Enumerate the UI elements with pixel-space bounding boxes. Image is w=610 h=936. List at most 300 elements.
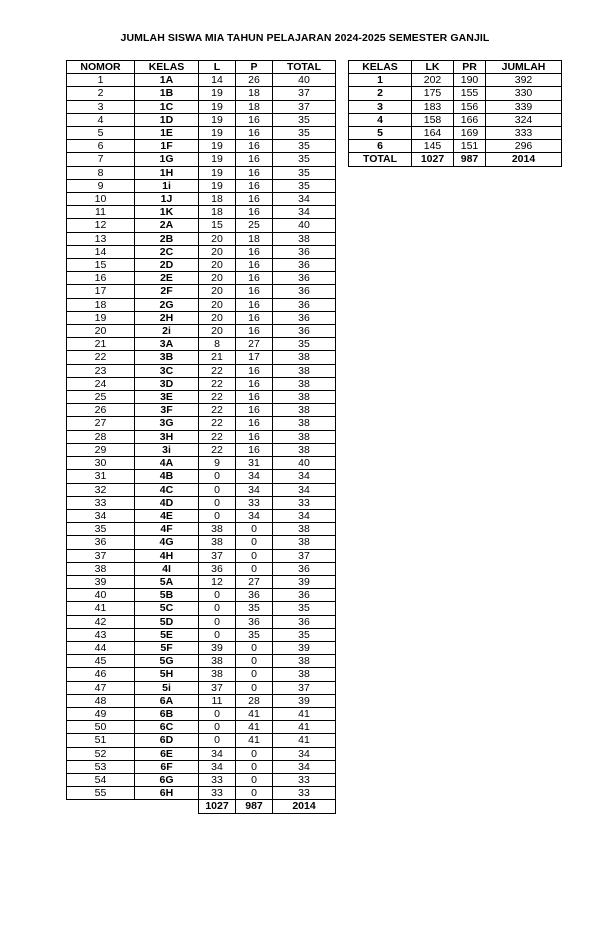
cell-total: 34: [273, 206, 336, 219]
table-row: [67, 391, 336, 404]
cell-kelas: 3i: [135, 443, 199, 456]
cell-nomor: 55: [67, 787, 135, 800]
cell-l: 22: [199, 364, 236, 377]
cell-p: 0: [236, 523, 273, 536]
summary-cell-lk: 158: [412, 113, 454, 126]
cell-total: 38: [273, 364, 336, 377]
cell-total: 38: [273, 404, 336, 417]
cell-nomor: 1: [67, 74, 135, 87]
cell-total: 38: [273, 351, 336, 364]
cell-l: 20: [199, 311, 236, 324]
table-row: [67, 496, 336, 509]
summary-cell-kelas: 6: [349, 140, 412, 153]
totals-row: [67, 800, 336, 813]
table-row: [67, 259, 336, 272]
cell-kelas: 4G: [135, 536, 199, 549]
cell-p: 16: [236, 113, 273, 126]
cell-nomor: 38: [67, 562, 135, 575]
table-row: [67, 100, 336, 113]
summary-row: [349, 140, 562, 153]
table-row: [67, 87, 336, 100]
table-row: [67, 219, 336, 232]
cell-p: 0: [236, 562, 273, 575]
cell-l: 22: [199, 417, 236, 430]
cell-p: 16: [236, 285, 273, 298]
totals-spacer: [67, 800, 135, 813]
cell-total: 34: [273, 509, 336, 522]
cell-nomor: 53: [67, 760, 135, 773]
table-row: [67, 707, 336, 720]
table-row: [67, 694, 336, 707]
cell-total: 36: [273, 245, 336, 258]
summary-header-lk: LK: [412, 61, 454, 74]
cell-nomor: 48: [67, 694, 135, 707]
cell-total: 41: [273, 707, 336, 720]
summary-total-label: TOTAL: [349, 153, 412, 166]
cell-l: 20: [199, 259, 236, 272]
cell-total: 40: [273, 219, 336, 232]
cell-l: 11: [199, 694, 236, 707]
cell-p: 36: [236, 615, 273, 628]
cell-kelas: 3D: [135, 377, 199, 390]
cell-nomor: 31: [67, 470, 135, 483]
table-row: [67, 377, 336, 390]
cell-total: 36: [273, 311, 336, 324]
cell-p: 35: [236, 628, 273, 641]
cell-nomor: 50: [67, 721, 135, 734]
table-row: [67, 655, 336, 668]
cell-nomor: 6: [67, 140, 135, 153]
table-row: [67, 179, 336, 192]
cell-nomor: 9: [67, 179, 135, 192]
cell-p: 31: [236, 457, 273, 470]
table-row: [67, 166, 336, 179]
cell-p: 34: [236, 470, 273, 483]
cell-l: 21: [199, 351, 236, 364]
cell-nomor: 49: [67, 707, 135, 720]
cell-kelas: 2C: [135, 245, 199, 258]
cell-kelas: 4B: [135, 470, 199, 483]
cell-kelas: 1E: [135, 127, 199, 140]
cell-kelas: 5E: [135, 628, 199, 641]
cell-total: 41: [273, 734, 336, 747]
summary-cell-lk: 202: [412, 74, 454, 87]
cell-nomor: 20: [67, 325, 135, 338]
cell-p: 18: [236, 100, 273, 113]
cell-total: 36: [273, 259, 336, 272]
summary-cell-pr: 156: [454, 100, 486, 113]
cell-total: 35: [273, 166, 336, 179]
table-row: [67, 430, 336, 443]
header-total: TOTAL: [273, 61, 336, 74]
cell-p: 16: [236, 140, 273, 153]
table-row: [67, 721, 336, 734]
cell-total: 37: [273, 100, 336, 113]
table-row: [67, 562, 336, 575]
cell-p: 0: [236, 773, 273, 786]
cell-total: 35: [273, 140, 336, 153]
cell-p: 16: [236, 259, 273, 272]
cell-nomor: 25: [67, 391, 135, 404]
summary-cell-kelas: 5: [349, 127, 412, 140]
table-row: [67, 773, 336, 786]
table-row: [67, 536, 336, 549]
class-enrollment-table: [66, 60, 336, 814]
cell-kelas: 1D: [135, 113, 199, 126]
summary-total-row: [349, 153, 562, 166]
cell-l: 22: [199, 391, 236, 404]
cell-l: 19: [199, 100, 236, 113]
cell-nomor: 47: [67, 681, 135, 694]
summary-row: [349, 127, 562, 140]
cell-kelas: 5C: [135, 602, 199, 615]
cell-kelas: 3G: [135, 417, 199, 430]
cell-nomor: 2: [67, 87, 135, 100]
cell-l: 0: [199, 721, 236, 734]
cell-nomor: 10: [67, 193, 135, 206]
table-row: [67, 575, 336, 588]
cell-kelas: 1H: [135, 166, 199, 179]
cell-kelas: 5H: [135, 668, 199, 681]
table-row: [67, 245, 336, 258]
cell-kelas: 1C: [135, 100, 199, 113]
cell-kelas: 4F: [135, 523, 199, 536]
cell-nomor: 28: [67, 430, 135, 443]
cell-nomor: 44: [67, 641, 135, 654]
cell-total: 40: [273, 457, 336, 470]
cell-p: 16: [236, 404, 273, 417]
summary-total-lk: 1027: [412, 153, 454, 166]
cell-nomor: 29: [67, 443, 135, 456]
cell-nomor: 42: [67, 615, 135, 628]
cell-p: 41: [236, 734, 273, 747]
cell-p: 16: [236, 127, 273, 140]
cell-total: 39: [273, 694, 336, 707]
grade-summary-table: [348, 60, 562, 167]
table-row: [67, 734, 336, 747]
table-row: [67, 311, 336, 324]
cell-kelas: 2H: [135, 311, 199, 324]
cell-total: 33: [273, 773, 336, 786]
table-header-row: [67, 61, 336, 74]
cell-nomor: 7: [67, 153, 135, 166]
summary-header-kelas: KELAS: [349, 61, 412, 74]
cell-total: 37: [273, 549, 336, 562]
cell-nomor: 16: [67, 272, 135, 285]
cell-total: 38: [273, 232, 336, 245]
cell-kelas: 2i: [135, 325, 199, 338]
cell-l: 37: [199, 549, 236, 562]
cell-kelas: 1A: [135, 74, 199, 87]
cell-l: 0: [199, 628, 236, 641]
cell-nomor: 45: [67, 655, 135, 668]
cell-l: 37: [199, 681, 236, 694]
cell-p: 0: [236, 655, 273, 668]
summary-total-jumlah: 2014: [486, 153, 562, 166]
cell-kelas: 5D: [135, 615, 199, 628]
summary-cell-lk: 183: [412, 100, 454, 113]
cell-p: 16: [236, 179, 273, 192]
summary-row: [349, 87, 562, 100]
table-row: [67, 338, 336, 351]
table-row: [67, 193, 336, 206]
cell-l: 19: [199, 113, 236, 126]
cell-nomor: 8: [67, 166, 135, 179]
cell-kelas: 6H: [135, 787, 199, 800]
cell-kelas: 1B: [135, 87, 199, 100]
table-row: [67, 668, 336, 681]
cell-p: 36: [236, 589, 273, 602]
cell-kelas: 1G: [135, 153, 199, 166]
cell-kelas: 4E: [135, 509, 199, 522]
table-row: [67, 127, 336, 140]
cell-l: 22: [199, 377, 236, 390]
summary-cell-lk: 145: [412, 140, 454, 153]
cell-l: 19: [199, 127, 236, 140]
cell-p: 16: [236, 377, 273, 390]
cell-nomor: 33: [67, 496, 135, 509]
cell-nomor: 11: [67, 206, 135, 219]
summary-cell-kelas: 3: [349, 100, 412, 113]
cell-kelas: 6G: [135, 773, 199, 786]
summary-cell-jumlah: 296: [486, 140, 562, 153]
cell-total: 35: [273, 338, 336, 351]
header-p: P: [236, 61, 273, 74]
cell-kelas: 5B: [135, 589, 199, 602]
summary-row: [349, 74, 562, 87]
table-row: [67, 681, 336, 694]
cell-p: 41: [236, 707, 273, 720]
cell-nomor: 4: [67, 113, 135, 126]
cell-p: 16: [236, 430, 273, 443]
cell-total: 37: [273, 87, 336, 100]
cell-kelas: 6A: [135, 694, 199, 707]
cell-kelas: 5G: [135, 655, 199, 668]
cell-p: 0: [236, 536, 273, 549]
cell-nomor: 18: [67, 298, 135, 311]
summary-cell-kelas: 2: [349, 87, 412, 100]
cell-p: 0: [236, 668, 273, 681]
cell-total: 35: [273, 602, 336, 615]
cell-nomor: 32: [67, 483, 135, 496]
summary-cell-lk: 164: [412, 127, 454, 140]
cell-p: 0: [236, 787, 273, 800]
cell-l: 20: [199, 272, 236, 285]
cell-p: 0: [236, 760, 273, 773]
cell-nomor: 54: [67, 773, 135, 786]
cell-l: 38: [199, 523, 236, 536]
cell-nomor: 19: [67, 311, 135, 324]
cell-p: 16: [236, 325, 273, 338]
cell-total: 37: [273, 681, 336, 694]
cell-l: 0: [199, 470, 236, 483]
cell-p: 28: [236, 694, 273, 707]
cell-nomor: 46: [67, 668, 135, 681]
header-nomor: NOMOR: [67, 61, 135, 74]
summary-row: [349, 100, 562, 113]
cell-p: 33: [236, 496, 273, 509]
cell-kelas: 5i: [135, 681, 199, 694]
summary-cell-jumlah: 330: [486, 87, 562, 100]
table-row: [67, 364, 336, 377]
cell-l: 0: [199, 734, 236, 747]
cell-kelas: 4H: [135, 549, 199, 562]
summary-header-pr: PR: [454, 61, 486, 74]
cell-total: 34: [273, 760, 336, 773]
cell-total: 35: [273, 628, 336, 641]
cell-kelas: 3H: [135, 430, 199, 443]
cell-total: 38: [273, 377, 336, 390]
cell-l: 20: [199, 325, 236, 338]
cell-total: 38: [273, 417, 336, 430]
cell-kelas: 3B: [135, 351, 199, 364]
table-row: [67, 483, 336, 496]
cell-nomor: 23: [67, 364, 135, 377]
cell-nomor: 15: [67, 259, 135, 272]
summary-total-pr: 987: [454, 153, 486, 166]
cell-total: 34: [273, 747, 336, 760]
cell-kelas: 3A: [135, 338, 199, 351]
cell-total: 38: [273, 443, 336, 456]
cell-total: 39: [273, 641, 336, 654]
cell-l: 34: [199, 760, 236, 773]
cell-total: 38: [273, 536, 336, 549]
cell-l: 38: [199, 668, 236, 681]
cell-kelas: 2D: [135, 259, 199, 272]
cell-nomor: 3: [67, 100, 135, 113]
table-row: [67, 113, 336, 126]
table-row: [67, 285, 336, 298]
cell-nomor: 14: [67, 245, 135, 258]
cell-nomor: 39: [67, 575, 135, 588]
cell-l: 20: [199, 245, 236, 258]
cell-l: 20: [199, 285, 236, 298]
summary-row: [349, 113, 562, 126]
cell-l: 33: [199, 773, 236, 786]
total-p: 987: [236, 800, 273, 813]
cell-total: 36: [273, 272, 336, 285]
cell-total: 39: [273, 575, 336, 588]
cell-p: 16: [236, 193, 273, 206]
cell-l: 15: [199, 219, 236, 232]
cell-p: 16: [236, 166, 273, 179]
cell-kelas: 2G: [135, 298, 199, 311]
header-l: L: [199, 61, 236, 74]
cell-total: 33: [273, 787, 336, 800]
cell-p: 0: [236, 549, 273, 562]
cell-p: 16: [236, 391, 273, 404]
cell-p: 27: [236, 575, 273, 588]
cell-p: 0: [236, 641, 273, 654]
cell-l: 36: [199, 562, 236, 575]
total-l: 1027: [199, 800, 236, 813]
cell-total: 36: [273, 562, 336, 575]
summary-cell-kelas: 4: [349, 113, 412, 126]
cell-p: 25: [236, 219, 273, 232]
cell-nomor: 21: [67, 338, 135, 351]
summary-header-jumlah: JUMLAH: [486, 61, 562, 74]
cell-l: 19: [199, 153, 236, 166]
table-row: [67, 787, 336, 800]
cell-nomor: 5: [67, 127, 135, 140]
table-row: [67, 206, 336, 219]
cell-total: 38: [273, 430, 336, 443]
cell-p: 16: [236, 443, 273, 456]
summary-cell-pr: 166: [454, 113, 486, 126]
table-row: [67, 74, 336, 87]
summary-cell-lk: 175: [412, 87, 454, 100]
cell-kelas: 1K: [135, 206, 199, 219]
cell-nomor: 13: [67, 232, 135, 245]
cell-p: 34: [236, 509, 273, 522]
cell-total: 34: [273, 193, 336, 206]
cell-total: 34: [273, 470, 336, 483]
cell-kelas: 6F: [135, 760, 199, 773]
cell-l: 39: [199, 641, 236, 654]
summary-cell-kelas: 1: [349, 74, 412, 87]
cell-l: 9: [199, 457, 236, 470]
table-row: [67, 747, 336, 760]
cell-total: 38: [273, 523, 336, 536]
cell-nomor: 27: [67, 417, 135, 430]
cell-nomor: 17: [67, 285, 135, 298]
table-row: [67, 628, 336, 641]
cell-total: 35: [273, 113, 336, 126]
cell-total: 33: [273, 496, 336, 509]
cell-nomor: 51: [67, 734, 135, 747]
cell-p: 26: [236, 74, 273, 87]
summary-cell-jumlah: 392: [486, 74, 562, 87]
table-row: [67, 153, 336, 166]
cell-kelas: 2B: [135, 232, 199, 245]
cell-l: 22: [199, 404, 236, 417]
cell-kelas: 5F: [135, 641, 199, 654]
summary-cell-jumlah: 339: [486, 100, 562, 113]
table-row: [67, 232, 336, 245]
cell-p: 16: [236, 206, 273, 219]
cell-l: 19: [199, 140, 236, 153]
cell-l: 20: [199, 232, 236, 245]
table-row: [67, 523, 336, 536]
cell-l: 22: [199, 430, 236, 443]
cell-kelas: 3F: [135, 404, 199, 417]
cell-kelas: 1F: [135, 140, 199, 153]
cell-l: 0: [199, 509, 236, 522]
cell-nomor: 41: [67, 602, 135, 615]
cell-nomor: 36: [67, 536, 135, 549]
table-row: [67, 641, 336, 654]
cell-l: 22: [199, 443, 236, 456]
cell-p: 16: [236, 298, 273, 311]
cell-p: 18: [236, 87, 273, 100]
cell-l: 19: [199, 87, 236, 100]
cell-l: 19: [199, 166, 236, 179]
cell-p: 18: [236, 232, 273, 245]
table-row: [67, 140, 336, 153]
page-title: JUMLAH SISWA MIA TAHUN PELAJARAN 2024-2025 SEMESTER GANJIL: [120, 32, 490, 44]
cell-kelas: 6B: [135, 707, 199, 720]
cell-l: 18: [199, 193, 236, 206]
cell-total: 40: [273, 74, 336, 87]
cell-l: 19: [199, 179, 236, 192]
table-row: [67, 272, 336, 285]
summary-cell-jumlah: 324: [486, 113, 562, 126]
cell-kelas: 1i: [135, 179, 199, 192]
cell-nomor: 30: [67, 457, 135, 470]
cell-l: 14: [199, 74, 236, 87]
cell-l: 0: [199, 589, 236, 602]
cell-kelas: 4D: [135, 496, 199, 509]
